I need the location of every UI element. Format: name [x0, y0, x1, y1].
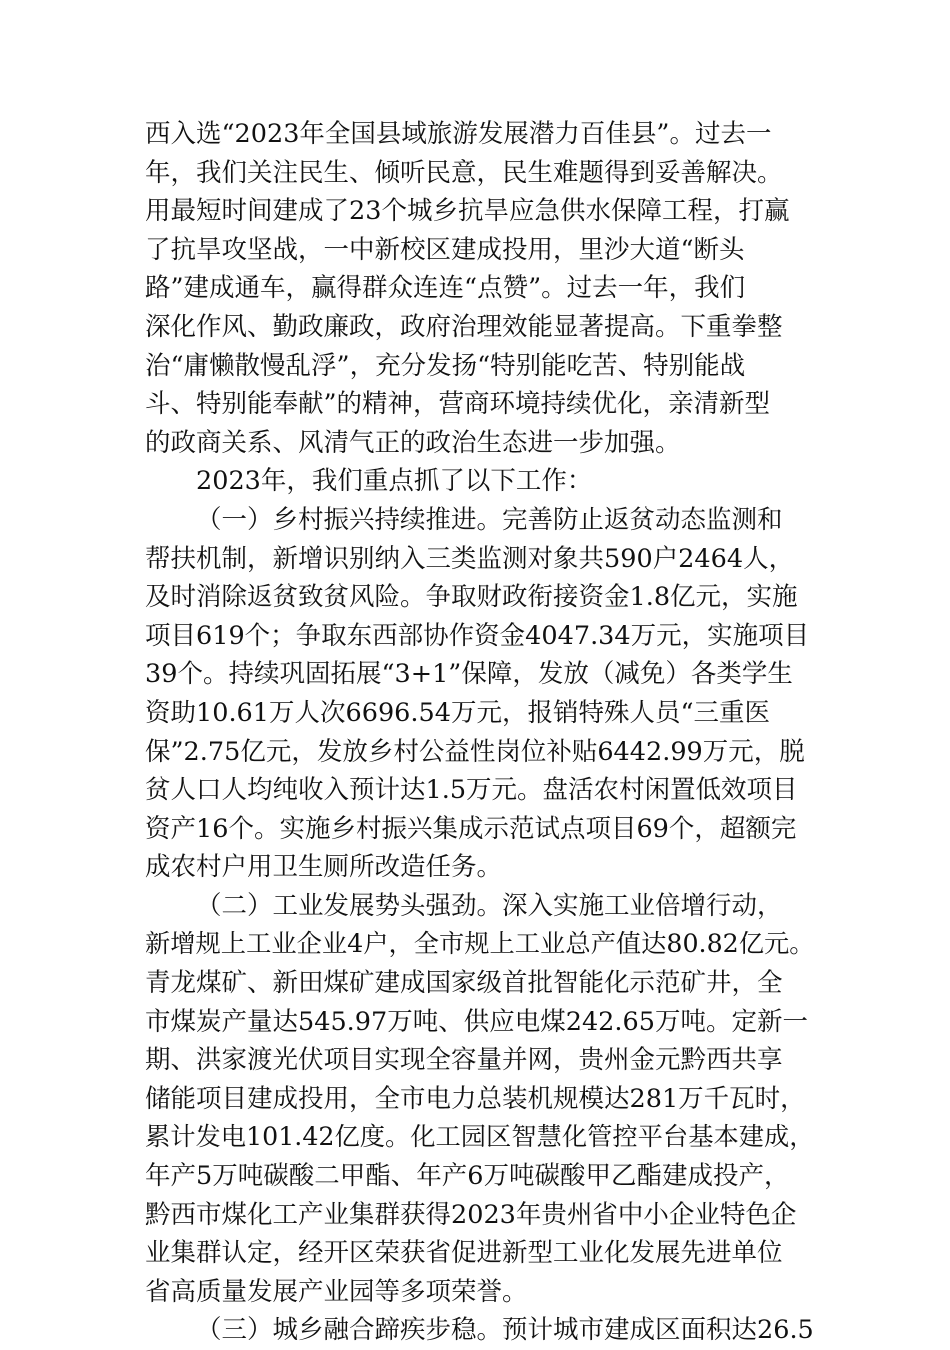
text-line: （一）乡村振兴持续推进。完善防止返贫动态监测和	[196, 504, 783, 535]
text-line: 深化作风、勤政廉政，政府治理效能显著提高。下重拳整	[145, 311, 783, 342]
text-line: （三）城乡融合蹄疾步稳。预计城市建成区面积达26.5	[196, 1315, 814, 1346]
text-line: 期、洪家渡光伏项目实现全容量并网，贵州金元黔西共享	[145, 1045, 783, 1076]
text-line: 黔西市煤化工产业集群获得2023年贵州省中小企业特色企	[145, 1199, 797, 1230]
text-line: 及时消除返贫致贫风险。争取财政衔接资金1.8亿元，实施	[145, 582, 798, 613]
text-line: 路”建成通车，赢得群众连连“点赞”。过去一年，我们	[145, 273, 746, 304]
body-text	[145, 115, 815, 1350]
text-line: 累计发电101.42亿度。化工园区智慧化管控平台基本建成，	[145, 1122, 815, 1152]
text-line: 年产5万吨碳酸二甲酯、年产6万吨碳酸甲乙酯建成投产，	[145, 1161, 790, 1192]
text-line: 业集群认定，经开区荣获省促进新型工业化发展先进单位	[145, 1238, 783, 1269]
text-line: 贫人口人均纯收入预计达1.5万元。盘活农村闲置低效项目	[145, 775, 798, 806]
text-line: （二）工业发展势头强劲。深入实施工业倍增行动，	[196, 890, 783, 921]
text-line: 2023年，我们重点抓了以下工作：	[196, 466, 593, 497]
text-line: 治“庸懒散慢乱浮”，充分发扬“特别能吃苦、特别能战	[145, 350, 746, 381]
text-line: 省高质量发展产业园等多项荣誉。	[145, 1276, 528, 1307]
text-line: 39个。持续巩固拓展“3+1”保障，发放（减免）各类学生	[145, 659, 793, 690]
text-line: 储能项目建成投用，全市电力总装机规模达281万千瓦时，	[145, 1083, 806, 1114]
text-line: 资产16个。实施乡村振兴集成示范试点项目69个，超额完	[145, 813, 797, 844]
text-line: 新增规上工业企业4户，全市规上工业总产值达80.82亿元。	[145, 929, 815, 959]
text-line: 了抗旱攻坚战，一中新校区建成投用，里沙大道“断头	[145, 234, 745, 265]
text-line: 斗、特别能奉献”的精神，营商环境持续优化，亲清新型	[145, 389, 771, 420]
text-line: 的政商关系、风清气正的政治生态进一步加强。	[145, 427, 681, 458]
text-line: 项目619个；争取东西部协作资金4047.34万元，实施项目	[145, 620, 810, 651]
text-line: 成农村户用卫生厕所改造任务。	[145, 852, 503, 883]
text-line: 青龙煤矿、新田煤矿建成国家级首批智能化示范矿井，全	[145, 968, 783, 999]
text-line: 市煤炭产量达545.97万吨、供应电煤242.65万吨。定新一	[145, 1006, 808, 1037]
text-line: 用最短时间建成了23个城乡抗旱应急供水保障工程，打赢	[145, 196, 790, 227]
text-line: 资助10.61万人次6696.54万元，报销特殊人员“三重医	[145, 697, 770, 728]
text-line: 年，我们关注民生、倾听民意，民生难题得到妥善解决。	[145, 157, 783, 188]
text-line: 保”2.75亿元，发放乡村公益性岗位补贴6442.99万元，脱	[145, 736, 805, 767]
text-line: 西入选“2023年全国县域旅游发展潜力百佳县”。过去一	[145, 119, 772, 149]
text-line: 帮扶机制，新增识别纳入三类监测对象共590户2464人，	[145, 543, 795, 574]
